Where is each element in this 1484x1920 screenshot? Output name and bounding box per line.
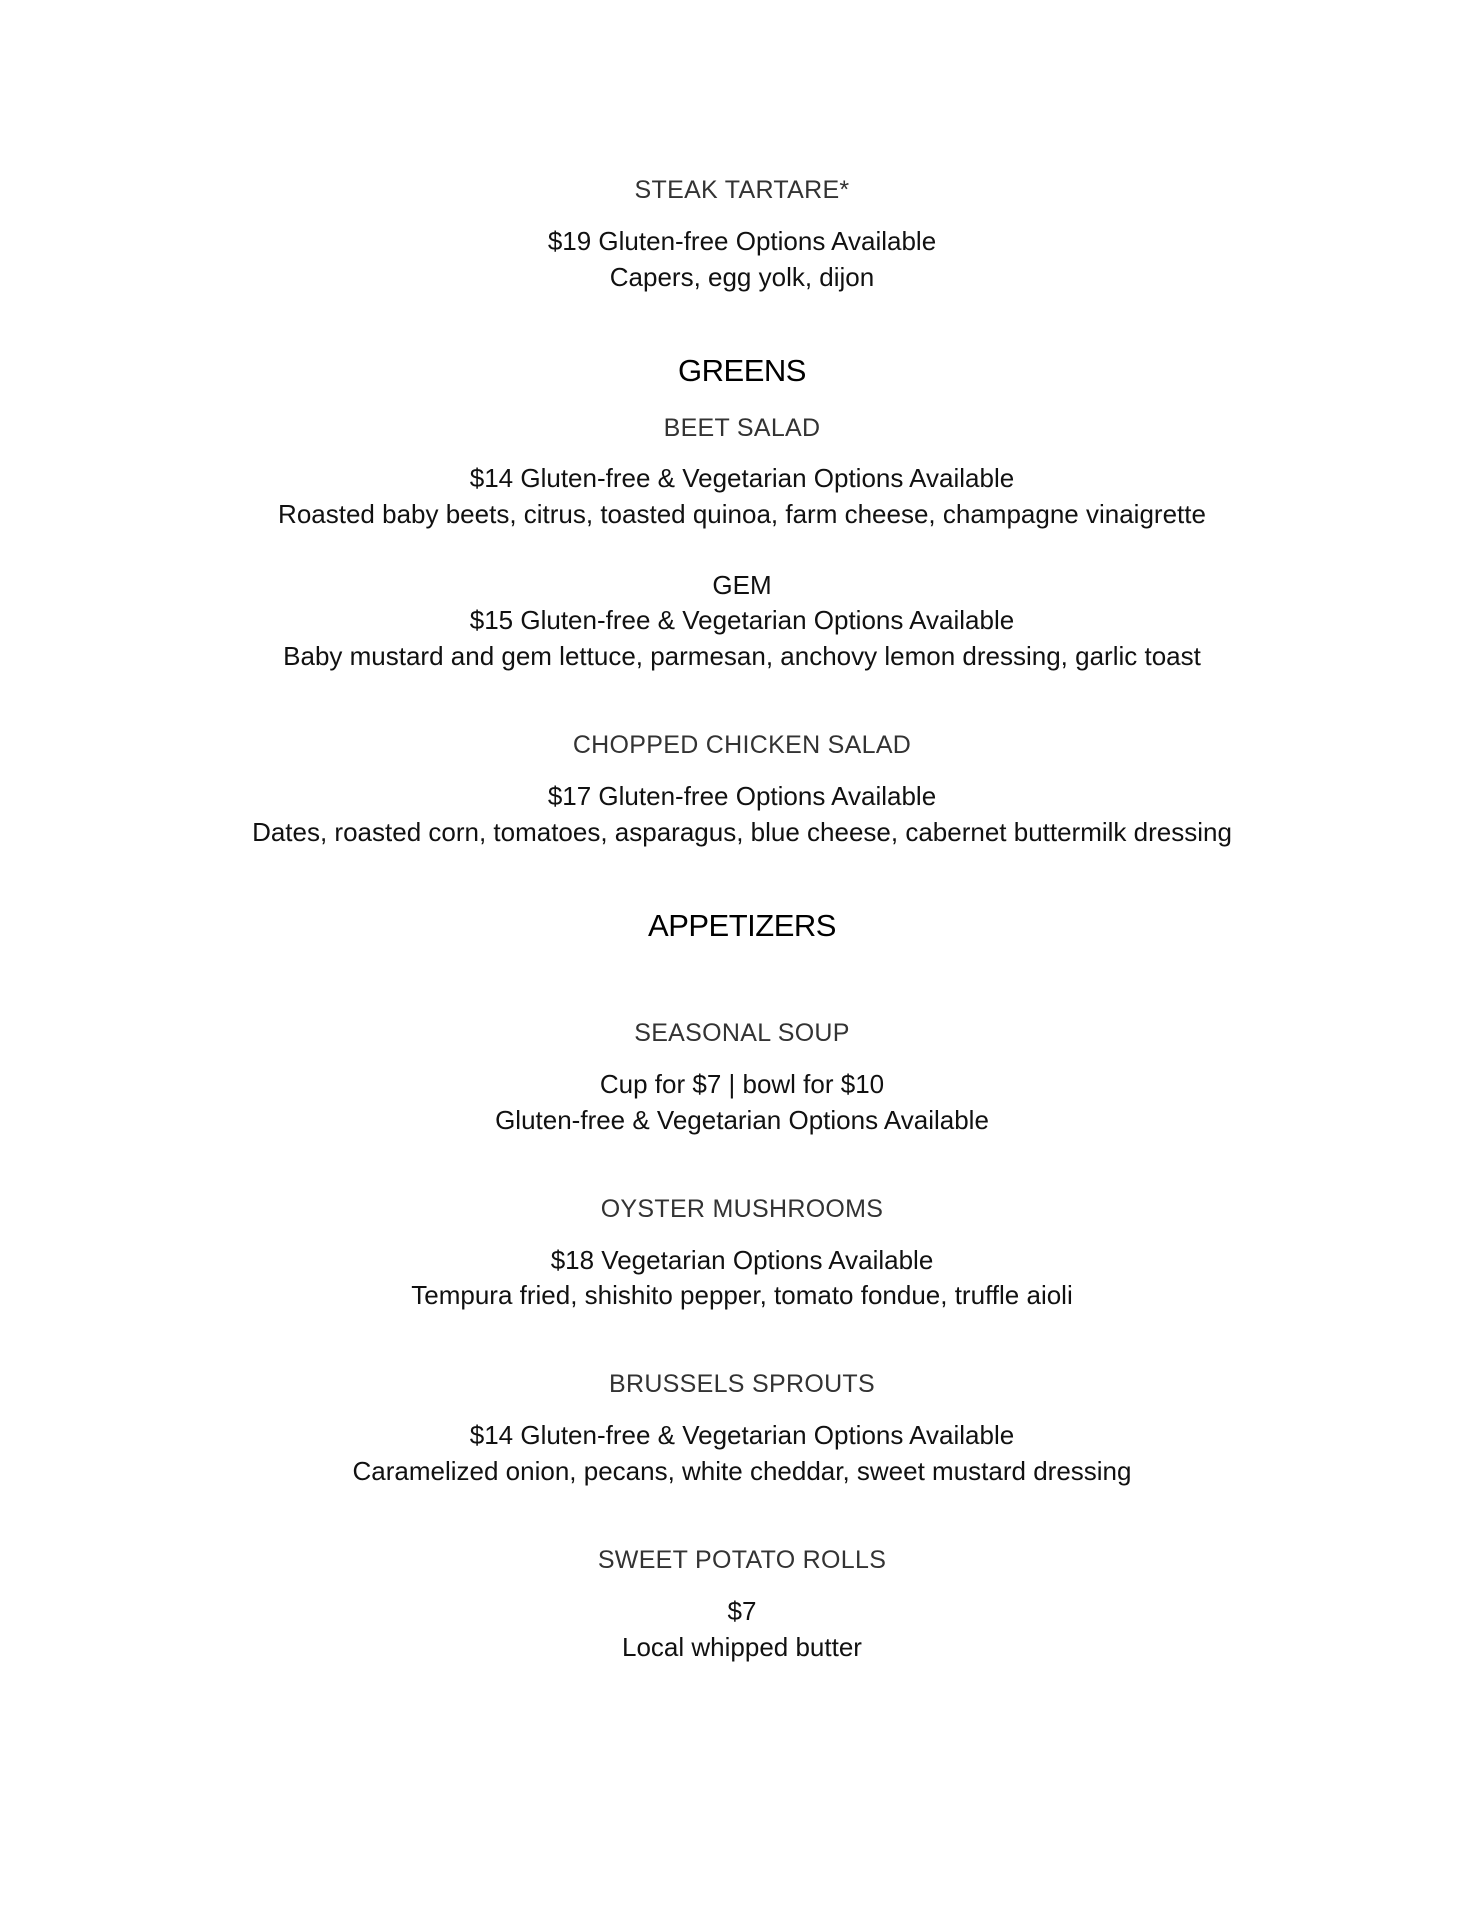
item-price-beet-salad: $14 Gluten-free & Vegetarian Options Available (469, 463, 1015, 493)
item-name-seasonal-soup: SEASONAL SOUP (634, 1019, 850, 1047)
item-name-sweet-potato-rolls: SWEET POTATO ROLLS (597, 1546, 887, 1574)
item-description-beet-salad: Roasted baby beets, citrus, toasted quinoa, farm cheese, champagne vinaigrette (278, 499, 1206, 529)
item-description-oyster-mushrooms: Tempura fried, shishito pepper, tomato fondue, truffle aioli (411, 1280, 1073, 1310)
item-name-oyster-mushrooms: OYSTER MUSHROOMS (600, 1195, 884, 1223)
item-name-brussels-sprouts: BRUSSELS SPROUTS (609, 1370, 875, 1398)
item-name-steak-tartare: STEAK TARTARE* (634, 176, 850, 204)
item-name-chopped-chicken-salad: CHOPPED CHICKEN SALAD (572, 731, 912, 759)
item-name-beet-salad: BEET SALAD (663, 414, 821, 442)
item-price-gem: $15 Gluten-free & Vegetarian Options Available (469, 605, 1015, 635)
item-name-gem: GEM (712, 570, 772, 600)
section-title-appetizers: APPETIZERS (648, 908, 836, 943)
item-price-seasonal-soup: Cup for $7 | bowl for $10 (599, 1069, 885, 1099)
item-description-seasonal-soup: Gluten-free & Vegetarian Options Available (495, 1105, 989, 1135)
item-description-steak-tartare: Capers, egg yolk, dijon (609, 262, 875, 292)
item-price-steak-tartare: $19 Gluten-free Options Available (547, 226, 937, 256)
item-description-sweet-potato-rolls: Local whipped butter (622, 1632, 862, 1662)
item-description-brussels-sprouts: Caramelized onion, pecans, white cheddar, sweet mustard dressing (352, 1456, 1132, 1486)
item-description-chopped-chicken-salad: Dates, roasted corn, tomatoes, asparagus, blue cheese, cabernet buttermilk dressing (252, 817, 1232, 847)
item-price-oyster-mushrooms: $18 Vegetarian Options Available (550, 1245, 934, 1275)
section-title-greens: GREENS (678, 353, 806, 388)
item-price-chopped-chicken-salad: $17 Gluten-free Options Available (547, 781, 937, 811)
item-description-gem: Baby mustard and gem lettuce, parmesan, anchovy lemon dressing, garlic toast (283, 641, 1201, 671)
item-price-brussels-sprouts: $14 Gluten-free & Vegetarian Options Available (469, 1420, 1015, 1450)
item-price-sweet-potato-rolls: $7 (727, 1596, 757, 1626)
